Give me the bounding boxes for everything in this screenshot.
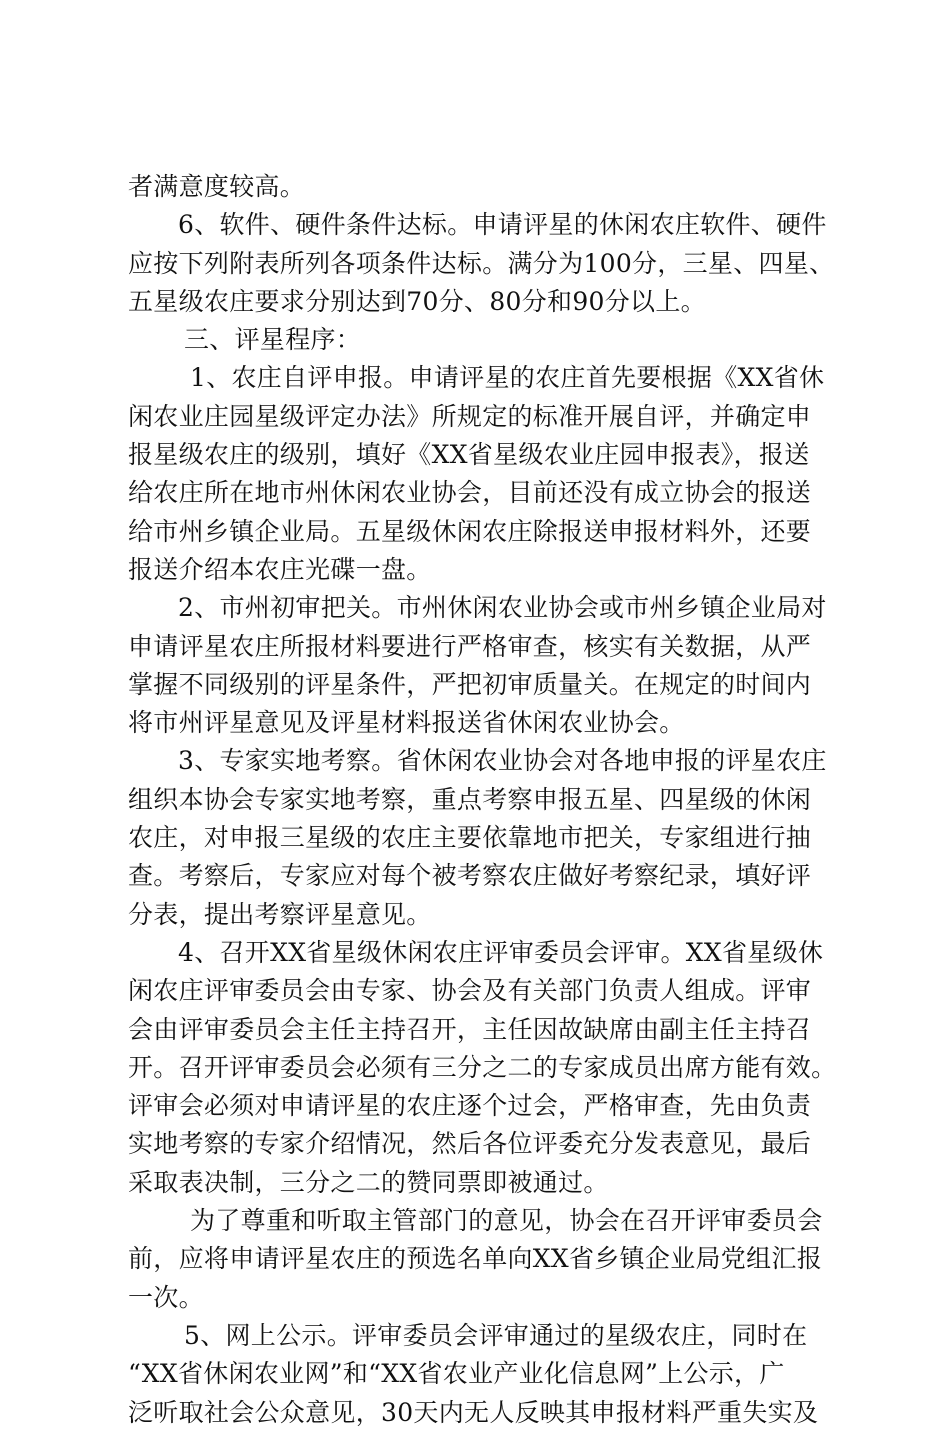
text-line: 闲农业庄园星级评定办法》所规定的标准开展自评，并确定申 [128,401,812,431]
text-line: 五星级农庄要求分别达到70分、80分和90分以上。 [128,286,706,316]
text-line: 实地考察的专家介绍情况，然后各位评委充分发表意见，最后 [128,1129,812,1159]
text-line: 一次。 [128,1282,204,1312]
paragraph-start-line: 4、召开XX省星级休闲农庄评审委员会评审。XX省星级休 [178,937,824,967]
text-line: 前，应将申请评星农庄的预选名单向XX省乡镇企业局党组汇报 [128,1244,822,1274]
text-line: 泛听取社会公众意见，30天内无人反映其申报材料严重失实及 [128,1397,819,1427]
text-line: 报星级农庄的级别，填好《XX省星级农业庄园申报表》，报送 [128,440,810,470]
paragraph-start-line: 为了尊重和听取主管部门的意见，协会在召开评审委员会 [190,1206,823,1236]
text-line: 查。考察后，专家应对每个被考察农庄做好考察纪录，填好评 [128,861,812,891]
text-line: 给农庄所在地市州休闲农业协会，目前还没有成立协会的报送 [128,478,812,508]
text-line: 者满意度较高。 [128,172,306,201]
text-line: 组织本协会专家实地考察，重点考察申报五星、四星级的休闲 [128,784,812,814]
text-line: 农庄，对申报三星级的农庄主要依靠地市把关，专家组进行抽 [128,823,812,853]
paragraph-start-line: 2、市州初审把关。市州休闲农业协会或市州乡镇企业局对 [178,593,827,623]
text-line: 掌握不同级别的评星条件，严把初审质量关。在规定的时间内 [128,669,812,699]
text-line: 会由评审委员会主任主持召开，主任因故缺席由副主任主持召 [128,1014,812,1044]
text-line: 分表，提出考察评星意见。 [128,899,432,929]
document-body [128,168,840,1432]
text-line: “XX省休闲农业网”和“XX省农业产业化信息网”上公示，广 [128,1359,785,1389]
section-heading: 三、评星程序： [184,325,362,355]
paragraph-start-line: 5、网上公示。评审委员会评审通过的星级农庄，同时在 [184,1320,808,1350]
text-line: 评审会必须对申请评星的农庄逐个过会，严格审查，先由负责 [128,1091,812,1121]
text-line: 采取表决制，三分之二的赞同票即被通过。 [128,1167,609,1197]
text-line: 开。召开评审委员会必须有三分之二的专家成员出席方能有效。 [128,1052,837,1082]
paragraph-start-line: 6、软件、硬件条件达标。申请评星的休闲农庄软件、硬件 [178,210,827,240]
text-line: 闲农庄评审委员会由专家、协会及有关部门负责人组成。评审 [128,976,812,1006]
text-line: 报送介绍本农庄光碟一盘。 [128,554,432,584]
text-line: 应按下列附表所列各项条件达标。满分为100分，三星、四星、 [128,248,835,278]
paragraph-start-line: 1、农庄自评申报。申请评星的农庄首先要根据《XX省休 [190,363,825,393]
paragraph-start-line: 3、专家实地考察。省休闲农业协会对各地申报的评星农庄 [178,746,827,776]
text-line: 将市州评星意见及评星材料报送省休闲农业协会。 [128,708,685,738]
text-line: 申请评星农庄所报材料要进行严格审查，核实有关数据，从严 [128,631,812,661]
text-line: 给市州乡镇企业局。五星级休闲农庄除报送申报材料外，还要 [128,516,812,546]
